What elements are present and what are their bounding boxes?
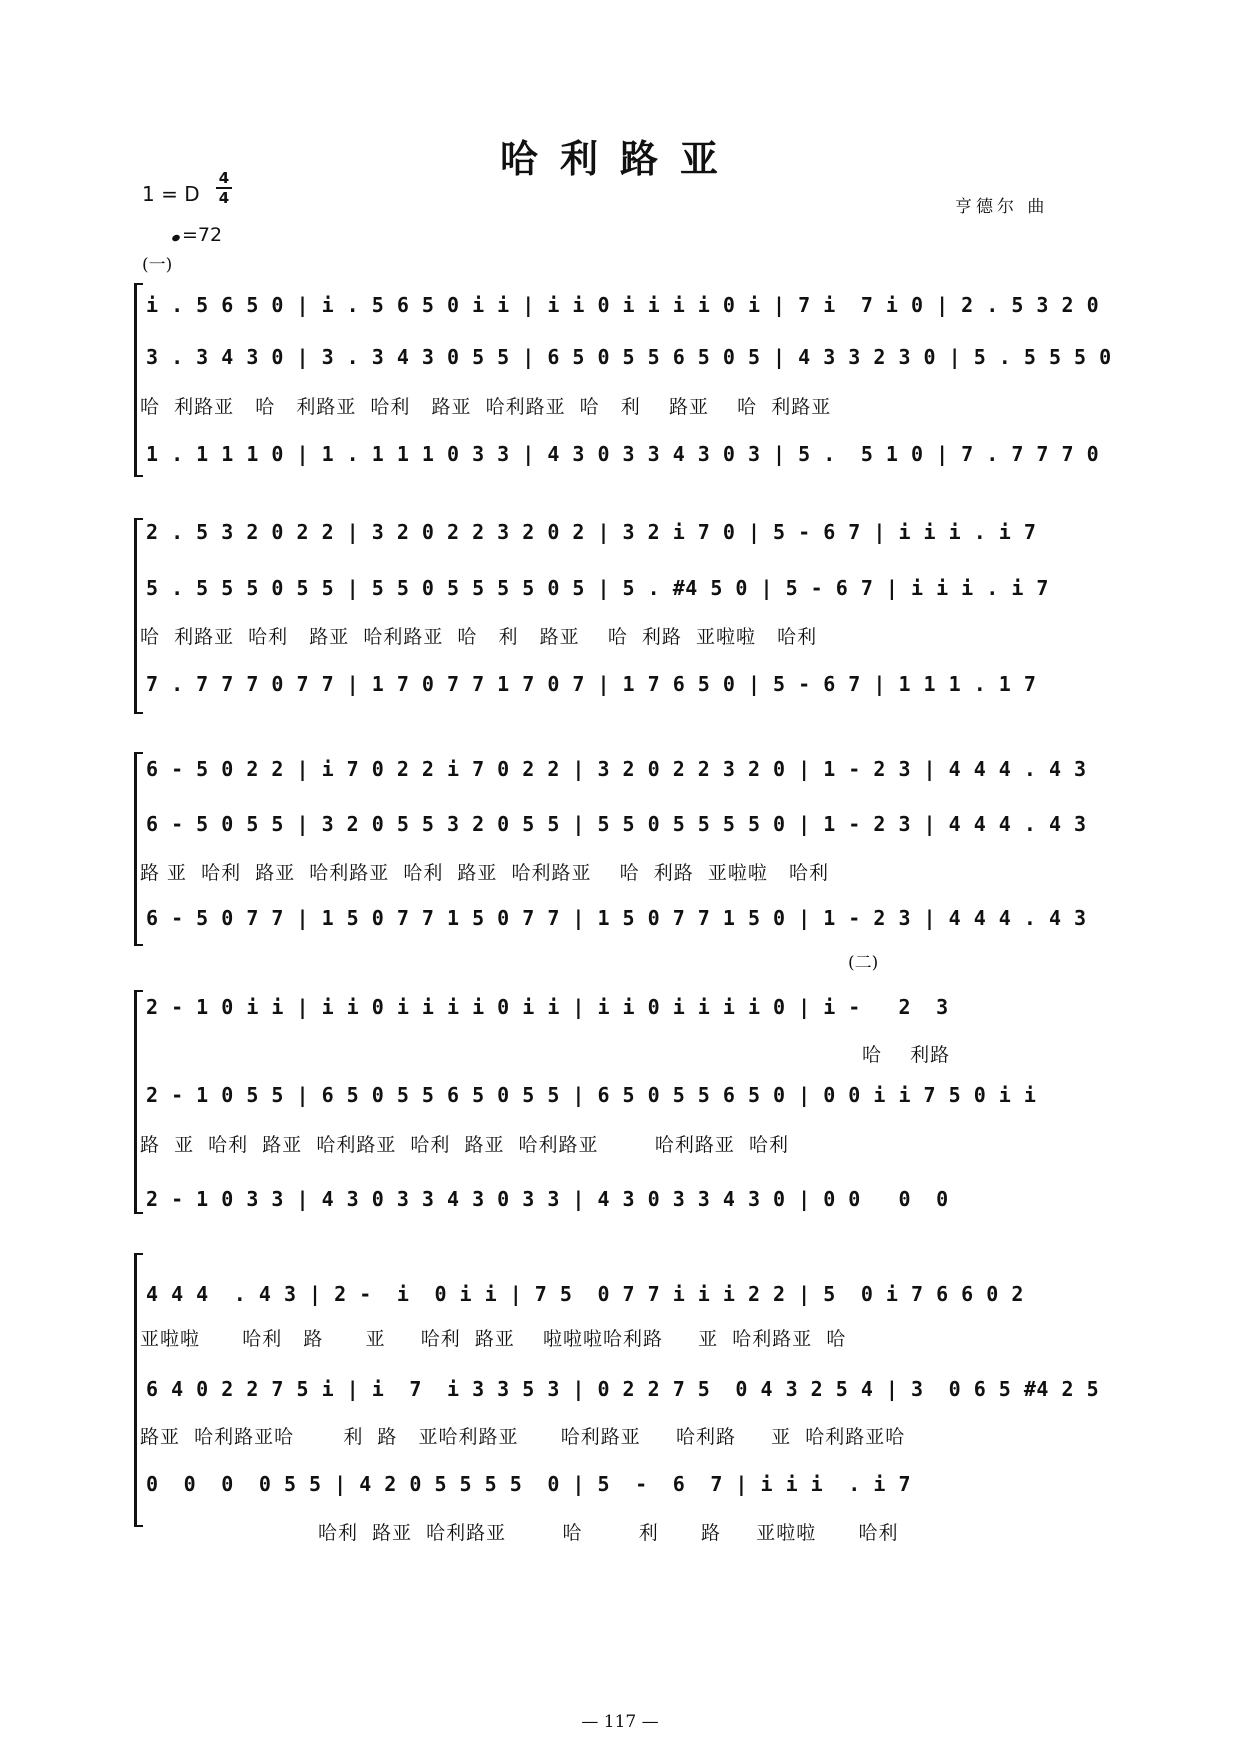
lyric-line: 亚啦啦 哈利 路 亚 哈利 路亚 啦啦啦哈利路 亚 哈利路亚 哈 <box>140 1328 847 1350</box>
lyric-line: 路 亚 哈利 路亚 哈利路亚 哈利 路亚 哈利路亚 哈 利路 亚啦啦 哈利 <box>140 862 829 884</box>
tempo-value: =72 <box>182 224 223 246</box>
page-number: — 117 — <box>581 1712 659 1732</box>
voice-line: 0 0 0 0 5 5 | 4 2 0 5 5 5 5 0 | 5 - 6 7 | i i i . i 7 <box>146 1472 912 1496</box>
time-signature-top: 4 <box>218 169 230 187</box>
time-signature <box>216 170 232 206</box>
voice-line: 3 . 3 4 3 0 | 3 . 3 4 3 0 5 5 | 6 5 0 5 5 6 5 0 5 | 4 3 3 2 3 0 | 5 . 5 5 5 0 <box>146 345 1112 369</box>
voice-line: 6 - 5 0 5 5 | 3 2 0 5 5 3 2 0 5 5 | 5 5 0 5 5 5 5 0 | 1 - 2 3 | 4 4 4 . 4 3 <box>146 812 1087 836</box>
voice-line: 2 - 1 0 5 5 | 6 5 0 5 5 6 5 0 5 5 | 6 5 0 5 5 6 5 0 | 0 0 i i 7 5 0 i i <box>146 1083 1037 1107</box>
system-brace <box>134 1253 143 1527</box>
composer: 亨德尔 曲 <box>955 197 1049 217</box>
voice-line: 4 4 4 . 4 3 | 2 - i 0 i i | 7 5 0 7 7 i i i 2 2 | 5 0 i 7 6 6 0 2 <box>146 1282 1024 1306</box>
system-brace <box>134 990 143 1214</box>
quarter-note-icon <box>171 234 181 243</box>
section-label-2: (二) <box>848 953 879 973</box>
voice-line: i . 5 6 5 0 | i . 5 6 5 0 i i | i i 0 i i i i 0 i | 7 i 7 i 0 | 2 . 5 3 2 0 <box>146 293 1100 317</box>
system-brace <box>134 518 143 714</box>
voice-line: 2 - 1 0 i i | i i 0 i i i i 0 i i | i i 0 i i i i 0 | i - 2 3 <box>146 995 949 1019</box>
lyric-line: 哈利 路亚 哈利路亚 哈 利 路 亚啦啦 哈利 <box>318 1522 899 1544</box>
voice-line: 6 - 5 0 2 2 | i 7 0 2 2 i 7 0 2 2 | 3 2 0 2 2 3 2 0 | 1 - 2 3 | 4 4 4 . 4 3 <box>146 757 1087 781</box>
lyric-line: 路亚 哈利路亚哈 利 路 亚哈利路亚 哈利路亚 哈利路 亚 哈利路亚哈 <box>140 1426 906 1448</box>
section-label-1: (一) <box>142 255 173 275</box>
voice-line: 2 - 1 0 3 3 | 4 3 0 3 3 4 3 0 3 3 | 4 3 0 3 3 4 3 0 | 0 0 0 0 <box>146 1187 949 1211</box>
time-signature-bottom: 4 <box>218 188 230 207</box>
voice-line: 2 . 5 3 2 0 2 2 | 3 2 0 2 2 3 2 0 2 | 3 2 i 7 0 | 5 - 6 7 | i i i . i 7 <box>146 520 1037 544</box>
voice-line: 7 . 7 7 7 0 7 7 | 1 7 0 7 7 1 7 0 7 | 1 7 6 5 0 | 5 - 6 7 | 1 1 1 . 1 7 <box>146 672 1037 696</box>
system-brace <box>134 283 143 477</box>
lyric-line: 哈 利路亚 哈利 路亚 哈利路亚 哈 利 路亚 哈 利路 亚啦啦 哈利 <box>140 626 818 648</box>
system-brace <box>134 752 143 946</box>
page-title: 哈利路亚 <box>499 137 740 181</box>
key-signature: 1 = D <box>142 182 200 206</box>
voice-line: 6 4 0 2 2 7 5 i | i 7 i 3 3 5 3 | 0 2 2 7 5 0 4 3 2 5 4 | 3 0 6 5 #4 2 5 <box>146 1377 1100 1401</box>
voice-line: 5 . 5 5 5 0 5 5 | 5 5 0 5 5 5 5 0 5 | 5 . #4 5 0 | 5 - 6 7 | i i i . i 7 <box>146 576 1049 600</box>
voice-line: 1 . 1 1 1 0 | 1 . 1 1 1 0 3 3 | 4 3 0 3 3 4 3 0 3 | 5 . 5 1 0 | 7 . 7 7 7 0 <box>146 442 1100 466</box>
lyric-line: 路 亚 哈利 路亚 哈利路亚 哈利 路亚 哈利路亚 哈利路亚 哈利 <box>140 1134 789 1156</box>
lyric-line: 哈 利路 <box>862 1044 951 1066</box>
voice-line: 6 - 5 0 7 7 | 1 5 0 7 7 1 5 0 7 7 | 1 5 0 7 7 1 5 0 | 1 - 2 3 | 4 4 4 . 4 3 <box>146 906 1087 930</box>
tempo-marking <box>172 224 222 246</box>
lyric-line: 哈 利路亚 哈 利路亚 哈利 路亚 哈利路亚 哈 利 路亚 哈 利路亚 <box>140 396 832 418</box>
